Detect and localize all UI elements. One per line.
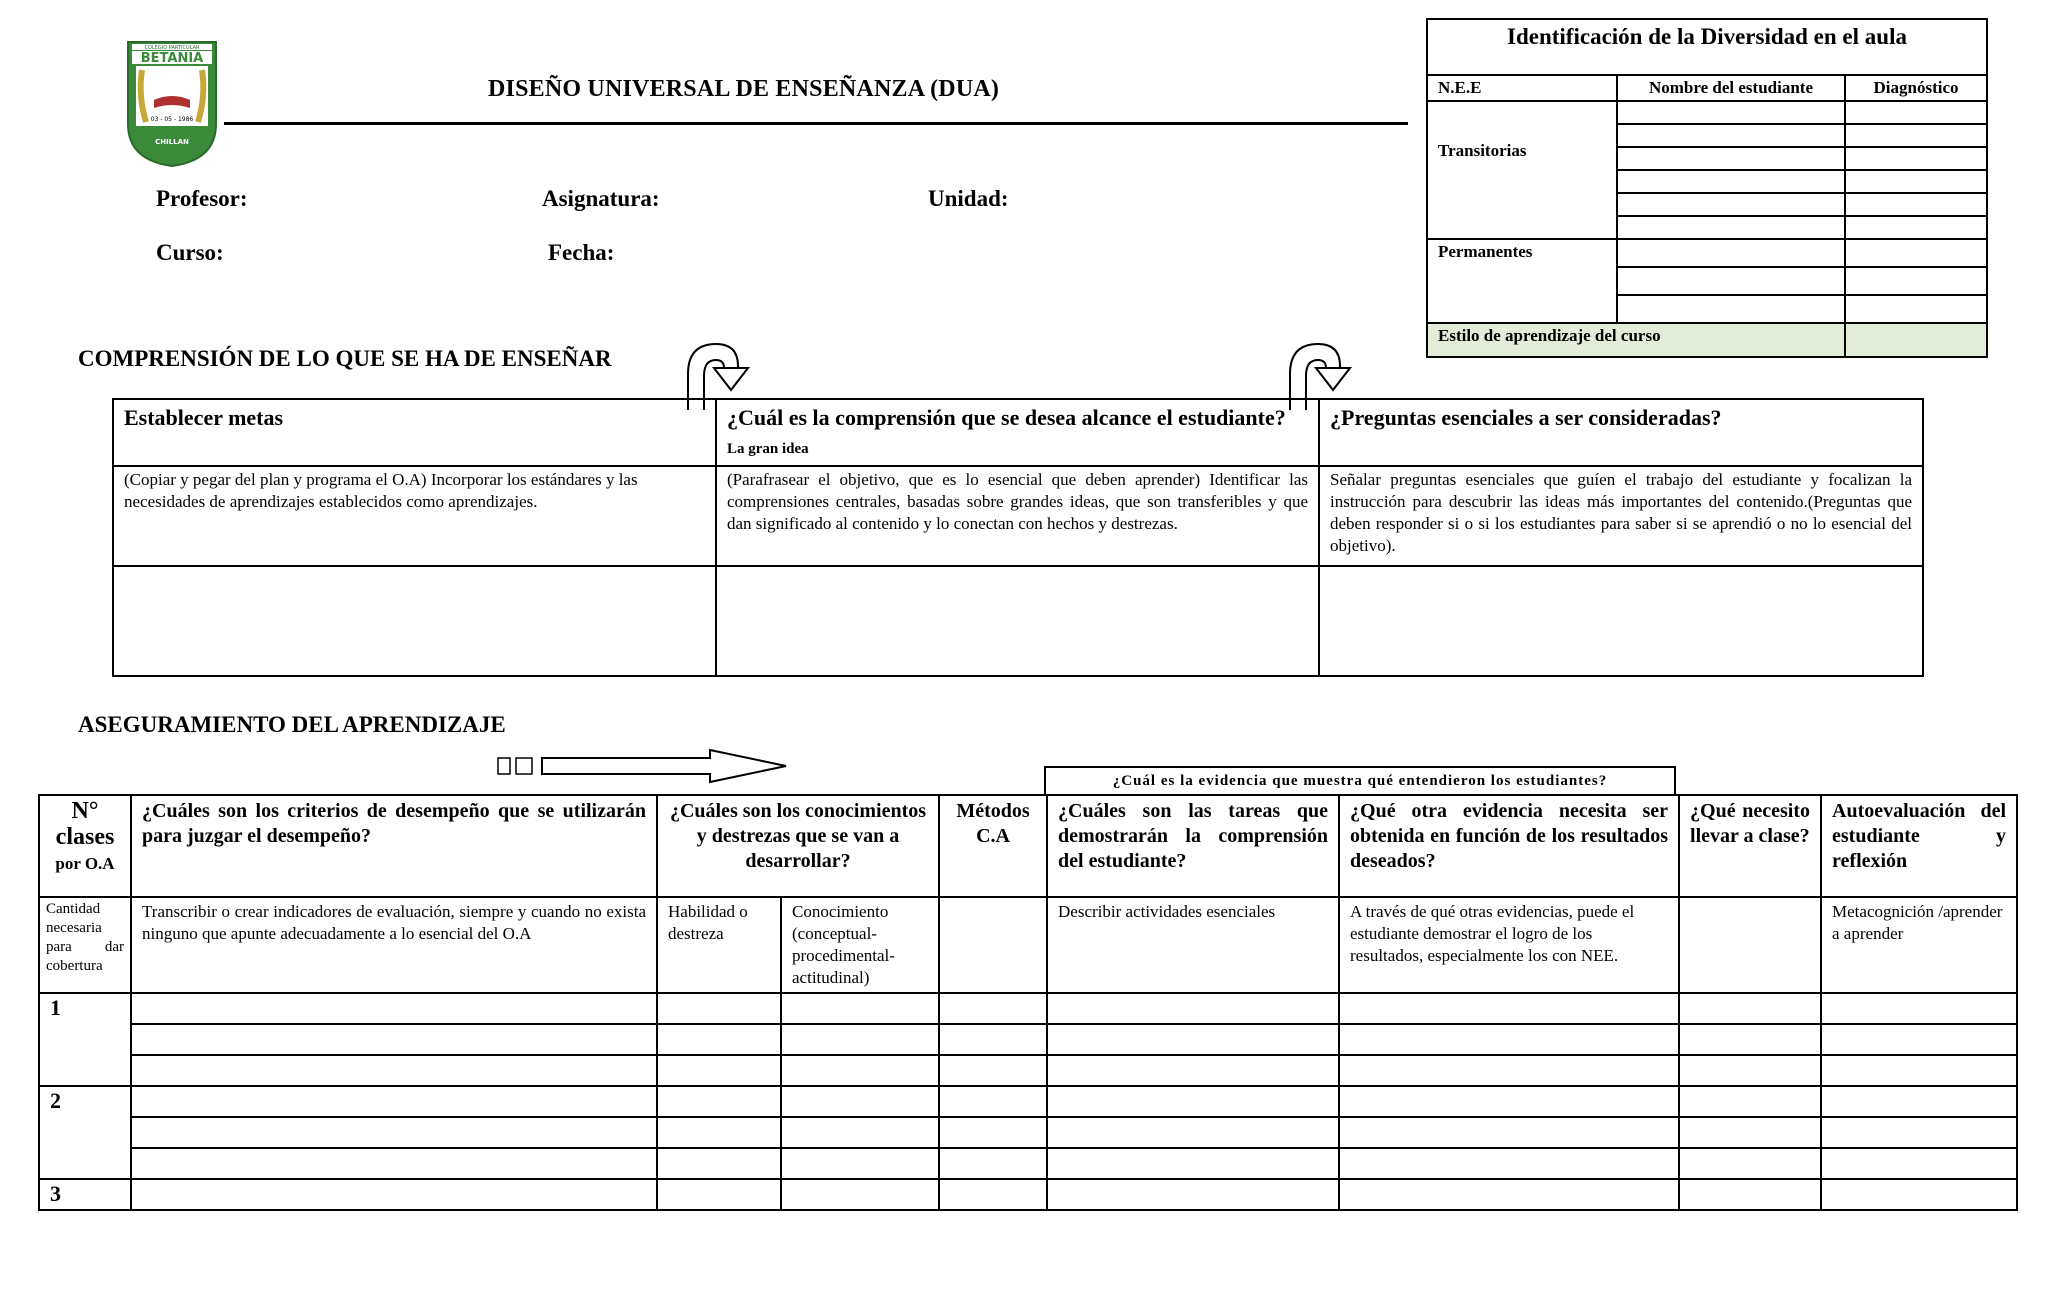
diversity-table: [1426, 18, 1988, 358]
evidence-header: ¿Cuál es la evidencia que muestra qué entendieron los estudiantes?: [1044, 766, 1676, 794]
conocimiento-cell[interactable]: [781, 1055, 939, 1086]
habilidad-cell[interactable]: [657, 993, 781, 1024]
conocimiento-cell[interactable]: [781, 993, 939, 1024]
row-number: 2: [39, 1086, 131, 1179]
evidencia-cell[interactable]: [1339, 1055, 1679, 1086]
metodo-cell[interactable]: [939, 993, 1047, 1024]
llevar-cell[interactable]: [1679, 1024, 1821, 1055]
metodo-cell[interactable]: [939, 1024, 1047, 1055]
tarea-cell[interactable]: [1047, 993, 1339, 1024]
student-name-cell[interactable]: [1617, 239, 1845, 267]
conocimiento-cell[interactable]: [781, 1179, 939, 1210]
transitorias-label: Transitorias: [1427, 101, 1617, 239]
llevar-cell[interactable]: [1679, 1086, 1821, 1117]
aseguramiento-title: ASEGURAMIENTO DEL APRENDIZAJE: [78, 712, 506, 737]
logo-city: CHILLAN: [155, 138, 189, 146]
tareas-header: ¿Cuáles son las tareas que demostrarán la comprensión del estudiante?: [1047, 795, 1339, 897]
conocimientos-header: ¿Cuáles son los conocimientos y destrezas que se van a desarrollar?: [657, 795, 939, 897]
logo-subtitle: COLEGIO PARTICULAR: [144, 45, 200, 51]
metodo-cell[interactable]: [939, 1055, 1047, 1086]
evidencia-cell[interactable]: [1339, 993, 1679, 1024]
conocimiento-cell[interactable]: [781, 1148, 939, 1179]
permanentes-label: Permanentes: [1427, 239, 1617, 323]
preguntas-input[interactable]: [1319, 566, 1923, 676]
conocimiento-cell[interactable]: [781, 1117, 939, 1148]
autoeval-cell[interactable]: [1821, 993, 2017, 1024]
llevar-cell[interactable]: [1679, 1148, 1821, 1179]
habilidad-desc: Habilidad o destreza: [657, 897, 781, 993]
preguntas-desc: Señalar preguntas esenciales que guíen el trabajo del estudiante y focalizan la instrucción para descubrir las ideas más importantes del contenido.(Preguntas que deben responder si o si los estudiantes para saber si se aprendió o no lo esencial del objetivo).: [1319, 466, 1923, 566]
student-name-cell[interactable]: [1617, 193, 1845, 216]
metacognicion-desc: Metacognición /aprender a aprender: [1821, 897, 2017, 993]
comprension-header-text: ¿Cuál es la comprensión que se desea alcance el estudiante?: [727, 405, 1286, 430]
habilidad-cell[interactable]: [657, 1148, 781, 1179]
metodo-cell[interactable]: [939, 1179, 1047, 1210]
profesor-label: Profesor:: [156, 186, 248, 211]
tarea-cell[interactable]: [1047, 1148, 1339, 1179]
llevar-cell[interactable]: [1679, 1055, 1821, 1086]
autoeval-cell[interactable]: [1821, 1024, 2017, 1055]
conocimiento-cell[interactable]: [781, 1024, 939, 1055]
actividades-desc: Describir actividades esenciales: [1047, 897, 1339, 993]
criterio-cell[interactable]: [131, 1148, 657, 1179]
evidencias-desc: A través de qué otras evidencias, puede el estudiante demostrar el logro de los resultados, especialmente los con NEE.: [1339, 897, 1679, 993]
fecha-label: Fecha:: [548, 240, 615, 265]
llevar-cell[interactable]: [1679, 1179, 1821, 1210]
criterios-header: ¿Cuáles son los criterios de desempeño que se utilizarán para juzgar el desempeño?: [131, 795, 657, 897]
diagnosis-cell[interactable]: [1845, 216, 1987, 239]
row-number: 3: [39, 1179, 131, 1210]
habilidad-cell[interactable]: [657, 1117, 781, 1148]
diversity-title: Identificación de la Diversidad en el aula: [1427, 19, 1987, 75]
tarea-cell[interactable]: [1047, 1179, 1339, 1210]
gran-idea-label: La gran idea: [727, 441, 809, 457]
evidencia-cell[interactable]: [1339, 1086, 1679, 1117]
tarea-cell[interactable]: [1047, 1086, 1339, 1117]
curso-label: Curso:: [156, 240, 224, 265]
estilo-value[interactable]: [1845, 323, 1987, 357]
student-name-cell[interactable]: [1617, 267, 1845, 295]
metas-desc: (Copiar y pegar del plan y programa el O.A) Incorporar los estándares y las necesidades de aprendizajes establecidos como aprendizajes.: [113, 466, 716, 566]
metodo-cell[interactable]: [939, 1086, 1047, 1117]
autoeval-cell[interactable]: [1821, 1148, 2017, 1179]
preguntas-header: ¿Preguntas esenciales a ser consideradas?: [1319, 399, 1923, 466]
diagnosis-cell[interactable]: [1845, 193, 1987, 216]
diagnosis-cell[interactable]: [1845, 239, 1987, 267]
evidencia-cell[interactable]: [1339, 1179, 1679, 1210]
tarea-cell[interactable]: [1047, 1024, 1339, 1055]
habilidad-cell[interactable]: [657, 1055, 781, 1086]
comprension-header: [716, 399, 1319, 466]
diagnosis-cell[interactable]: [1845, 267, 1987, 295]
metas-header: Establecer metas: [113, 399, 716, 466]
criterio-cell[interactable]: [131, 1024, 657, 1055]
diagnosis-cell[interactable]: [1845, 101, 1987, 124]
evidencia-cell[interactable]: [1339, 1117, 1679, 1148]
clases-header: [39, 795, 131, 897]
metodo-cell[interactable]: [939, 1117, 1047, 1148]
comprension-input[interactable]: [716, 566, 1319, 676]
diagnosis-cell[interactable]: [1845, 147, 1987, 170]
otra-evidencia-header: ¿Qué otra evidencia necesita ser obtenida en función de los resultados deseados?: [1339, 795, 1679, 897]
row-number: 1: [39, 993, 131, 1086]
clases-header-text: N° clases: [55, 798, 115, 850]
autoeval-cell[interactable]: [1821, 1086, 2017, 1117]
conocimiento-desc: Conocimiento (conceptual-procedimental-actitudinal): [781, 897, 939, 993]
page-title: DISEÑO UNIVERSAL DE ENSEÑANZA (DUA): [488, 76, 1000, 102]
autoeval-cell[interactable]: [1821, 1179, 2017, 1210]
criterio-cell[interactable]: [131, 1179, 657, 1210]
tarea-cell[interactable]: [1047, 1055, 1339, 1086]
comprension-desc: (Parafrasear el objetivo, que es lo esencial que deben aprender) Identificar las comprensiones centrales, basadas sobre grandes ideas, que son transferibles y que dan significado al contenido y lo conectan con hechos y destrezas.: [716, 466, 1319, 566]
logo-date: 03 - 05 - 1986: [150, 116, 194, 123]
estilo-label: Estilo de aprendizaje del curso: [1427, 323, 1845, 357]
habilidad-cell[interactable]: [657, 1179, 781, 1210]
llevar-header: ¿Qué necesito llevar a clase?: [1679, 795, 1821, 897]
transcribir-desc: Transcribir o crear indicadores de evaluación, siempre y cuando no exista ninguno que apunte adecuadamente a lo esencial del O.A: [131, 897, 657, 993]
col-nombre: Nombre del estudiante: [1617, 75, 1845, 101]
col-nee: N.E.E: [1427, 75, 1617, 101]
autoeval-cell[interactable]: [1821, 1055, 2017, 1086]
student-name-cell[interactable]: [1617, 295, 1845, 323]
comprension-title: COMPRENSIÓN DE LO QUE SE HA DE ENSEÑAR: [78, 346, 612, 371]
student-name-cell[interactable]: [1617, 124, 1845, 147]
logo-name: BETANIA: [140, 51, 204, 66]
evidencia-cell[interactable]: [1339, 1148, 1679, 1179]
diagnosis-cell[interactable]: [1845, 170, 1987, 193]
title-divider: [224, 122, 1408, 125]
habilidad-cell[interactable]: [657, 1086, 781, 1117]
tarea-cell[interactable]: [1047, 1117, 1339, 1148]
student-name-cell[interactable]: [1617, 101, 1845, 124]
student-name-cell[interactable]: [1617, 216, 1845, 239]
metodos-desc: [939, 897, 1047, 993]
metodos-header: Métodos C.A: [939, 795, 1047, 897]
student-name-cell[interactable]: [1617, 170, 1845, 193]
student-name-cell[interactable]: [1617, 147, 1845, 170]
aseguramiento-table: [38, 794, 2018, 1211]
metas-input[interactable]: [113, 566, 716, 676]
asignatura-label: Asignatura:: [542, 186, 660, 211]
comprension-table: [112, 398, 1924, 677]
llevar-desc: [1679, 897, 1821, 993]
cantidad-desc: Cantidad necesaria para dar cobertura: [39, 897, 131, 993]
autoevaluacion-header: Autoevaluación del estudiante y reflexión: [1821, 795, 2017, 897]
llevar-cell[interactable]: [1679, 993, 1821, 1024]
col-diagnostico: Diagnóstico: [1845, 75, 1987, 101]
school-logo: [124, 38, 220, 168]
criterio-cell[interactable]: [131, 1086, 657, 1117]
habilidad-cell[interactable]: [657, 1024, 781, 1055]
unidad-label: Unidad:: [928, 186, 1009, 211]
clases-header-small: por O.A: [55, 854, 115, 873]
diagnosis-cell[interactable]: [1845, 295, 1987, 323]
right-arrow-icon: [496, 748, 790, 784]
conocimiento-cell[interactable]: [781, 1086, 939, 1117]
metodo-cell[interactable]: [939, 1148, 1047, 1179]
evidencia-cell[interactable]: [1339, 1024, 1679, 1055]
criterio-cell[interactable]: [131, 993, 657, 1024]
autoeval-cell[interactable]: [1821, 1117, 2017, 1148]
llevar-cell[interactable]: [1679, 1117, 1821, 1148]
criterio-cell[interactable]: [131, 1055, 657, 1086]
diagnosis-cell[interactable]: [1845, 124, 1987, 147]
criterio-cell[interactable]: [131, 1117, 657, 1148]
